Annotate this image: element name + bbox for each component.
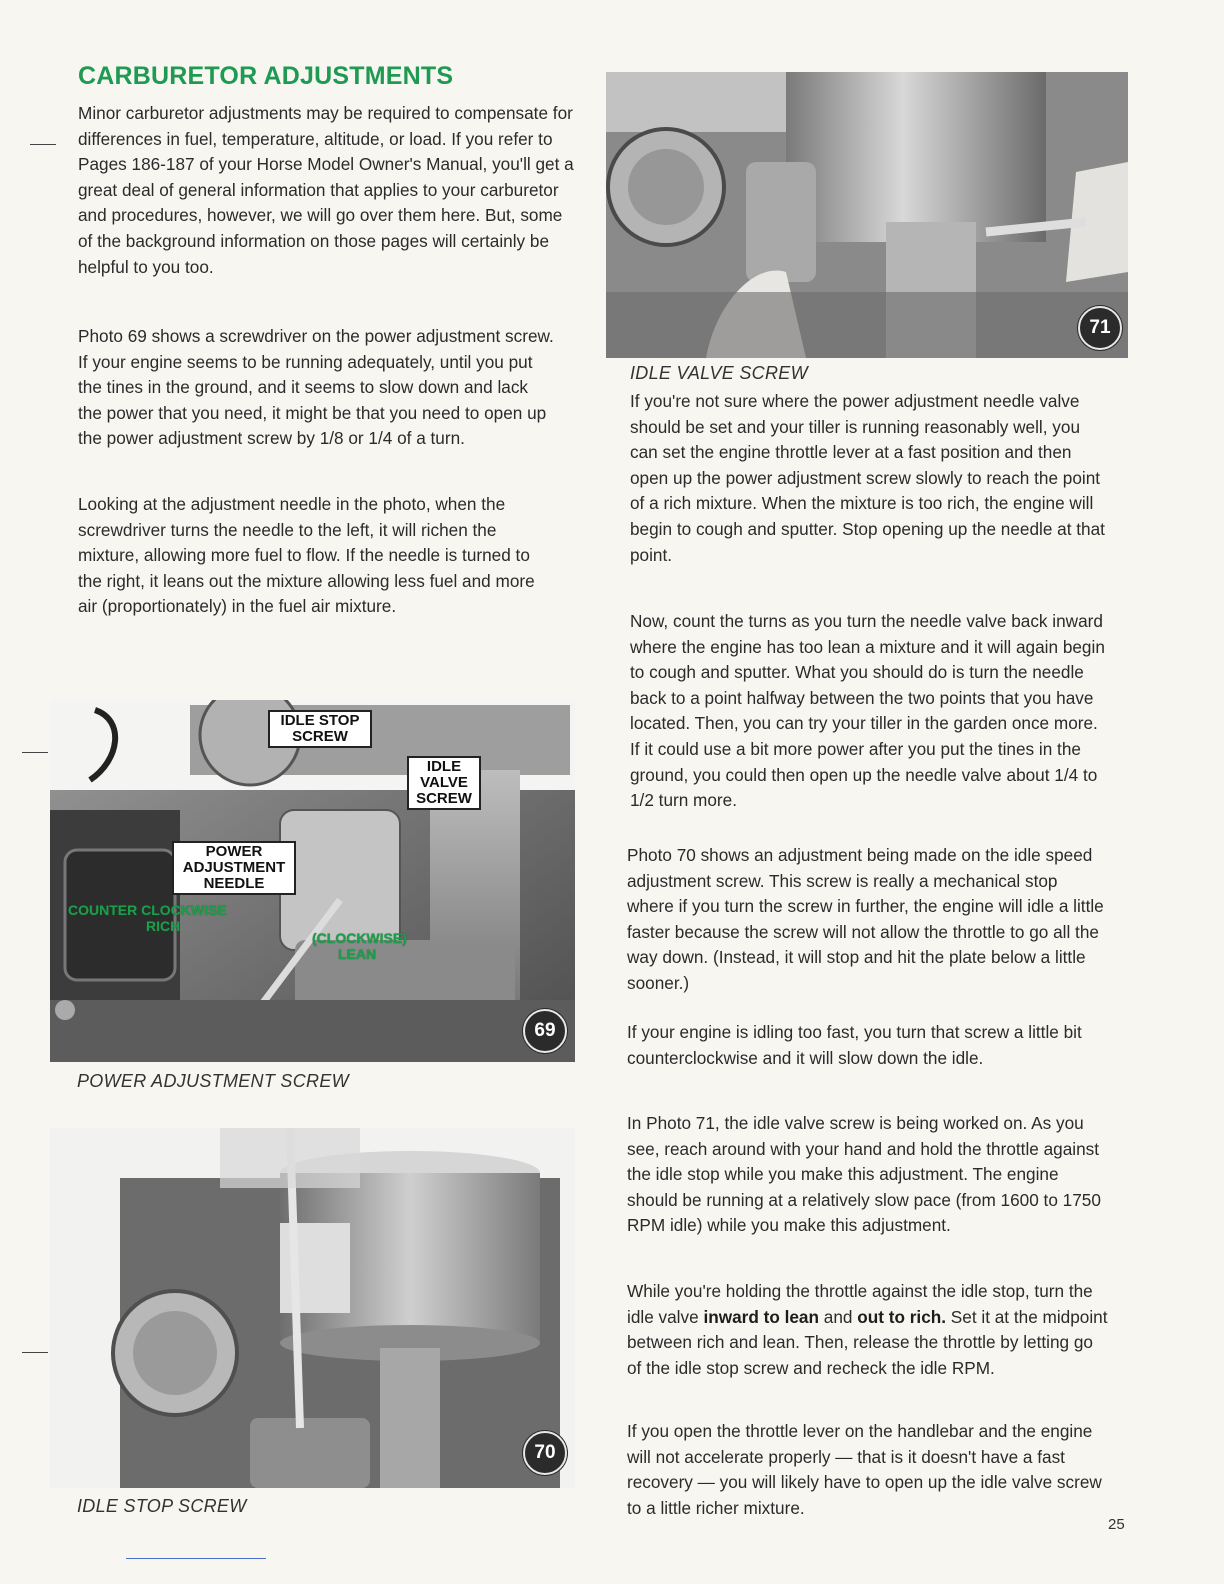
emphasis-out-to-rich: out to rich. xyxy=(857,1306,947,1327)
photo69-explanation-paragraph: Photo 69 shows a screwdriver on the power adjustment screw. If your engine seems to be running adequately, until you put the tines in the ground, and it seems to slow down and lack the power that you need, it might be that you need to open up the power adjustment screw by 1/8 or 1/4 of a turn. xyxy=(78,326,554,449)
bottom-rule xyxy=(126,1558,266,1559)
photo71-explanation-paragraph: In Photo 71, the idle valve screw is being worked on. As you see, reach around with your hand and hold the throttle against the idle stop while you make this adjustment. The engine should be running at a relatively slow pace (from 1600 to 1750 RPM idle) while you make this adjustment. xyxy=(627,1113,1101,1236)
photo-71-caption: IDLE VALVE SCREW xyxy=(630,363,808,383)
engine-air-cleaner-image xyxy=(50,1128,575,1488)
lean-label: LEAN xyxy=(338,946,377,962)
photo70-explanation-paragraph: Photo 70 shows an adjustment being made on the idle speed adjustment screw. This screw is really a mechanical stop where if you turn the screw in further, the engine will idle a little faster because the screw will not allow the throttle to go all the way down. (Instead, it will stop and hit the plate below a little sooner.) xyxy=(627,845,1104,993)
page-title: CARBURETOR ADJUSTMENTS xyxy=(78,62,454,90)
clockwise-label: (CLOCKWISE) xyxy=(312,930,407,946)
photo-69-caption: POWER ADJUSTMENT SCREW xyxy=(77,1071,349,1091)
idle-valve-direction-paragraph xyxy=(627,1279,1109,1381)
photo-number-badge: 71 xyxy=(1078,306,1122,350)
photo-70-caption: IDLE STOP SCREW xyxy=(77,1496,247,1516)
callout-idle-stop-screw: IDLE STOP SCREW xyxy=(268,710,372,748)
page-number: 25 xyxy=(1108,1516,1125,1533)
binder-hole-mark xyxy=(22,1352,48,1353)
binder-hole-mark xyxy=(30,144,56,145)
text-segment: While you're holding the throttle against the idle stop, turn the idle valve xyxy=(627,1281,1093,1327)
needle-direction-paragraph: Looking at the adjustment needle in the photo, when the screwdriver turns the needle to the left, it will richen the mixture, allowing more fuel to flow. If the needle is turned to the right, it leans out the mixture allowing less fuel and more air (proportionately) in the fuel air mixture. xyxy=(78,494,535,617)
throttle-recovery-paragraph: If you open the throttle lever on the handlebar and the engine will not accelerate properly — that is it doesn't have a fast recovery — you will likely have to open up the idle valve screw to a little richer mixture. xyxy=(627,1421,1102,1518)
photo-71 xyxy=(606,72,1128,358)
intro-paragraph: Minor carburetor adjustments may be required to compensate for differences in fuel, temperature, altitude, or load. If you refer to Pages 186-187 of your Horse Model Owner's Manual, you'll get a great deal of general information that applies to your carburetor and procedures, however, we will go over them here. But, some of the background information on those pages will certainly be helpful to you too. xyxy=(78,103,574,277)
binder-hole-mark xyxy=(22,752,48,753)
count-turns-paragraph: Now, count the turns as you turn the needle valve back inward where the engine has too lean a mixture and it will again begin to cough and sputter. What you should do is turn the needle back to a point halfway between the two points that you have located. Then, you can try your tiller in the garden once more. If it could use a bit more power after you put the tines in the ground, you could then open up the needle valve about 1/4 to 1/2 turn more. xyxy=(630,611,1105,811)
counter-clockwise-label: COUNTER CLOCKWISE xyxy=(68,902,227,918)
text-segment: and xyxy=(819,1306,858,1327)
rich-setting-paragraph: If you're not sure where the power adjustment needle valve should be set and your tiller is running reasonably well, you can set the engine throttle lever at a fast position and then open up the power adjustment screw slowly to reach the point of a rich mixture. When the mixture is too rich, the engine will begin to cough and sputter. Stop opening up the needle at that point. xyxy=(630,391,1105,565)
engine-carburetor-image xyxy=(50,700,575,1062)
photo-number-badge: 70 xyxy=(523,1431,567,1475)
rich-label: RICH xyxy=(146,918,181,934)
photo-number-badge: 69 xyxy=(523,1009,567,1053)
photo-69 xyxy=(50,700,575,1062)
callout-idle-valve-screw: IDLE VALVE SCREW xyxy=(407,756,481,810)
emphasis-inward-to-lean: inward to lean xyxy=(703,1306,819,1327)
idling-too-fast-paragraph: If your engine is idling too fast, you turn that screw a little bit counterclockwise and it will slow down the idle. xyxy=(627,1022,1082,1068)
text-segment: Set it at the midpoint between rich and lean. Then, release the throttle by letting go of the idle stop screw and recheck the idle RPM. xyxy=(627,1306,1108,1378)
engine-idle-valve-image xyxy=(606,72,1128,358)
photo-70 xyxy=(50,1128,575,1488)
callout-power-adjustment-needle: POWER ADJUSTMENT NEEDLE xyxy=(172,841,296,895)
